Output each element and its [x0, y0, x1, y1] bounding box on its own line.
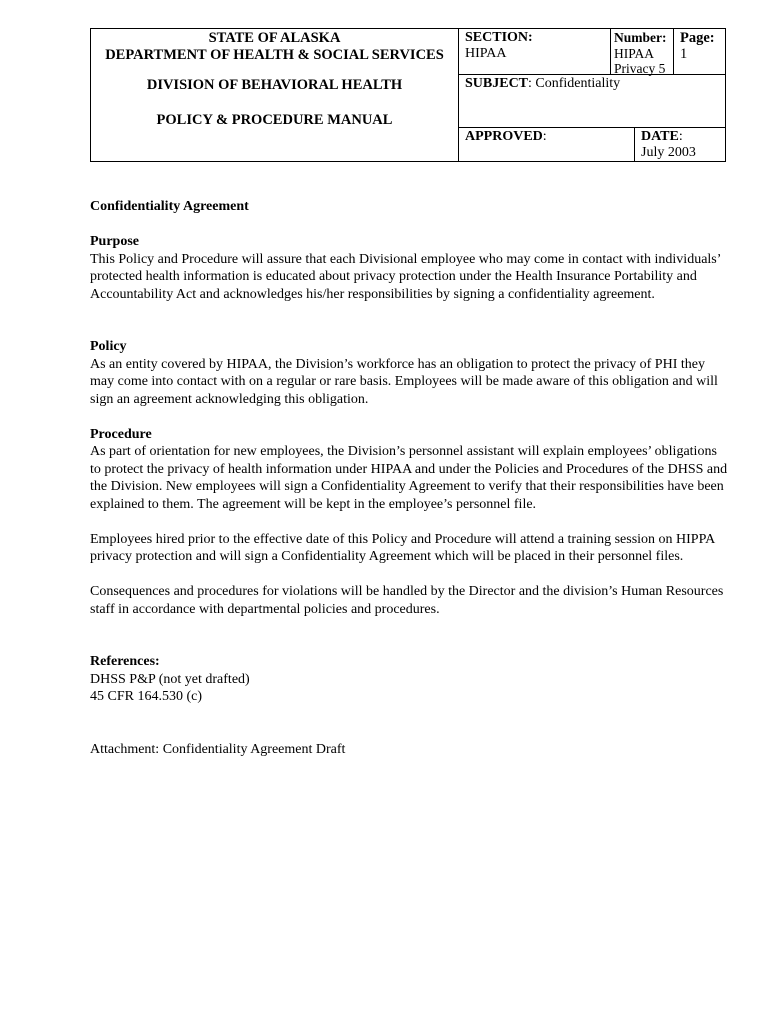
policy-header-table: [90, 28, 726, 162]
subject-value: : Confidentiality: [528, 76, 621, 91]
number-value-line2: Privacy 5: [614, 61, 666, 76]
purpose-heading: Purpose: [90, 234, 139, 249]
header-number-cell: [611, 29, 674, 75]
subject-label: SUBJECT: [465, 76, 529, 91]
page-value: 1: [680, 46, 688, 62]
procedure-text-3: Consequences and procedures for violations will be handled by the Director and the division’s Human Resources staff in accordance with departmental policies and procedures.: [90, 584, 724, 617]
procedure-heading: Procedure: [90, 426, 152, 442]
attachment-line: Attachment: Confidentiality Agreement Draft: [90, 741, 346, 757]
org-division: DIVISION OF BEHAVIORAL HEALTH: [146, 77, 403, 93]
header-approved-cell: [459, 128, 635, 161]
document-body: [90, 198, 730, 758]
page-label: Page:: [680, 30, 715, 46]
section-label: SECTION:: [465, 30, 533, 45]
document-title: Confidentiality Agreement: [90, 199, 249, 214]
purpose-text: This Policy and Procedure will assure that each Divisional employee who may come in contact with individuals’ protected health information is educated about privacy protection under the Health Insurance Portability and Accountability Act and acknowledges his/her responsibilities by signing a confidentiality agreement.: [90, 251, 721, 302]
policy-text: As an entity covered by HIPAA, the Division’s workforce has an obligation to protect the privacy of PHI they may come into contact with on a regular or rare basis. Employees will be made aware of this obligation and will sign an agreement acknowledging this obligation.: [90, 356, 718, 407]
header-org-cell: [91, 29, 459, 161]
manual-title: POLICY & PROCEDURE MANUAL: [156, 112, 393, 128]
reference-item: DHSS P&P (not yet drafted): [90, 671, 250, 687]
date-value: July 2003: [641, 145, 696, 160]
date-label: DATE: [641, 129, 679, 144]
procedure-text-1: As part of orientation for new employees, the Division’s personnel assistant will explain employees’ obligations to protect the privacy of health information under HIPAA and under the Policies and Procedures of the DHSS and the Division. New employees will sign a Confidentiality Agreement to verify that their responsibilities have been explained to them. The agreement will be kept in the employee’s personnel file.: [90, 444, 728, 512]
procedure-text-2: Employees hired prior to the effective date of this Policy and Procedure will attend a training session on HIPPA privacy protection and will sign a Confidentiality Agreement which will be placed in their personnel files.: [90, 531, 715, 564]
approved-colon: :: [542, 129, 547, 144]
org-state: STATE OF ALASKA: [208, 30, 341, 46]
number-value-line1: HIPAA: [614, 45, 655, 61]
policy-heading: Policy: [90, 339, 127, 354]
number-label: Number:: [614, 30, 667, 45]
reference-item: 45 CFR 164.530 (c): [90, 689, 202, 704]
org-department: DEPARTMENT OF HEALTH & SOCIAL SERVICES: [105, 47, 444, 63]
header-section-cell: [459, 29, 611, 75]
section-value: HIPAA: [465, 46, 507, 61]
approved-label: APPROVED: [465, 129, 543, 144]
header-page-cell: [674, 29, 725, 75]
header-date-cell: [635, 128, 725, 161]
references-heading: References:: [90, 654, 160, 669]
header-subject-cell: [459, 75, 725, 128]
date-colon: :: [678, 129, 683, 144]
